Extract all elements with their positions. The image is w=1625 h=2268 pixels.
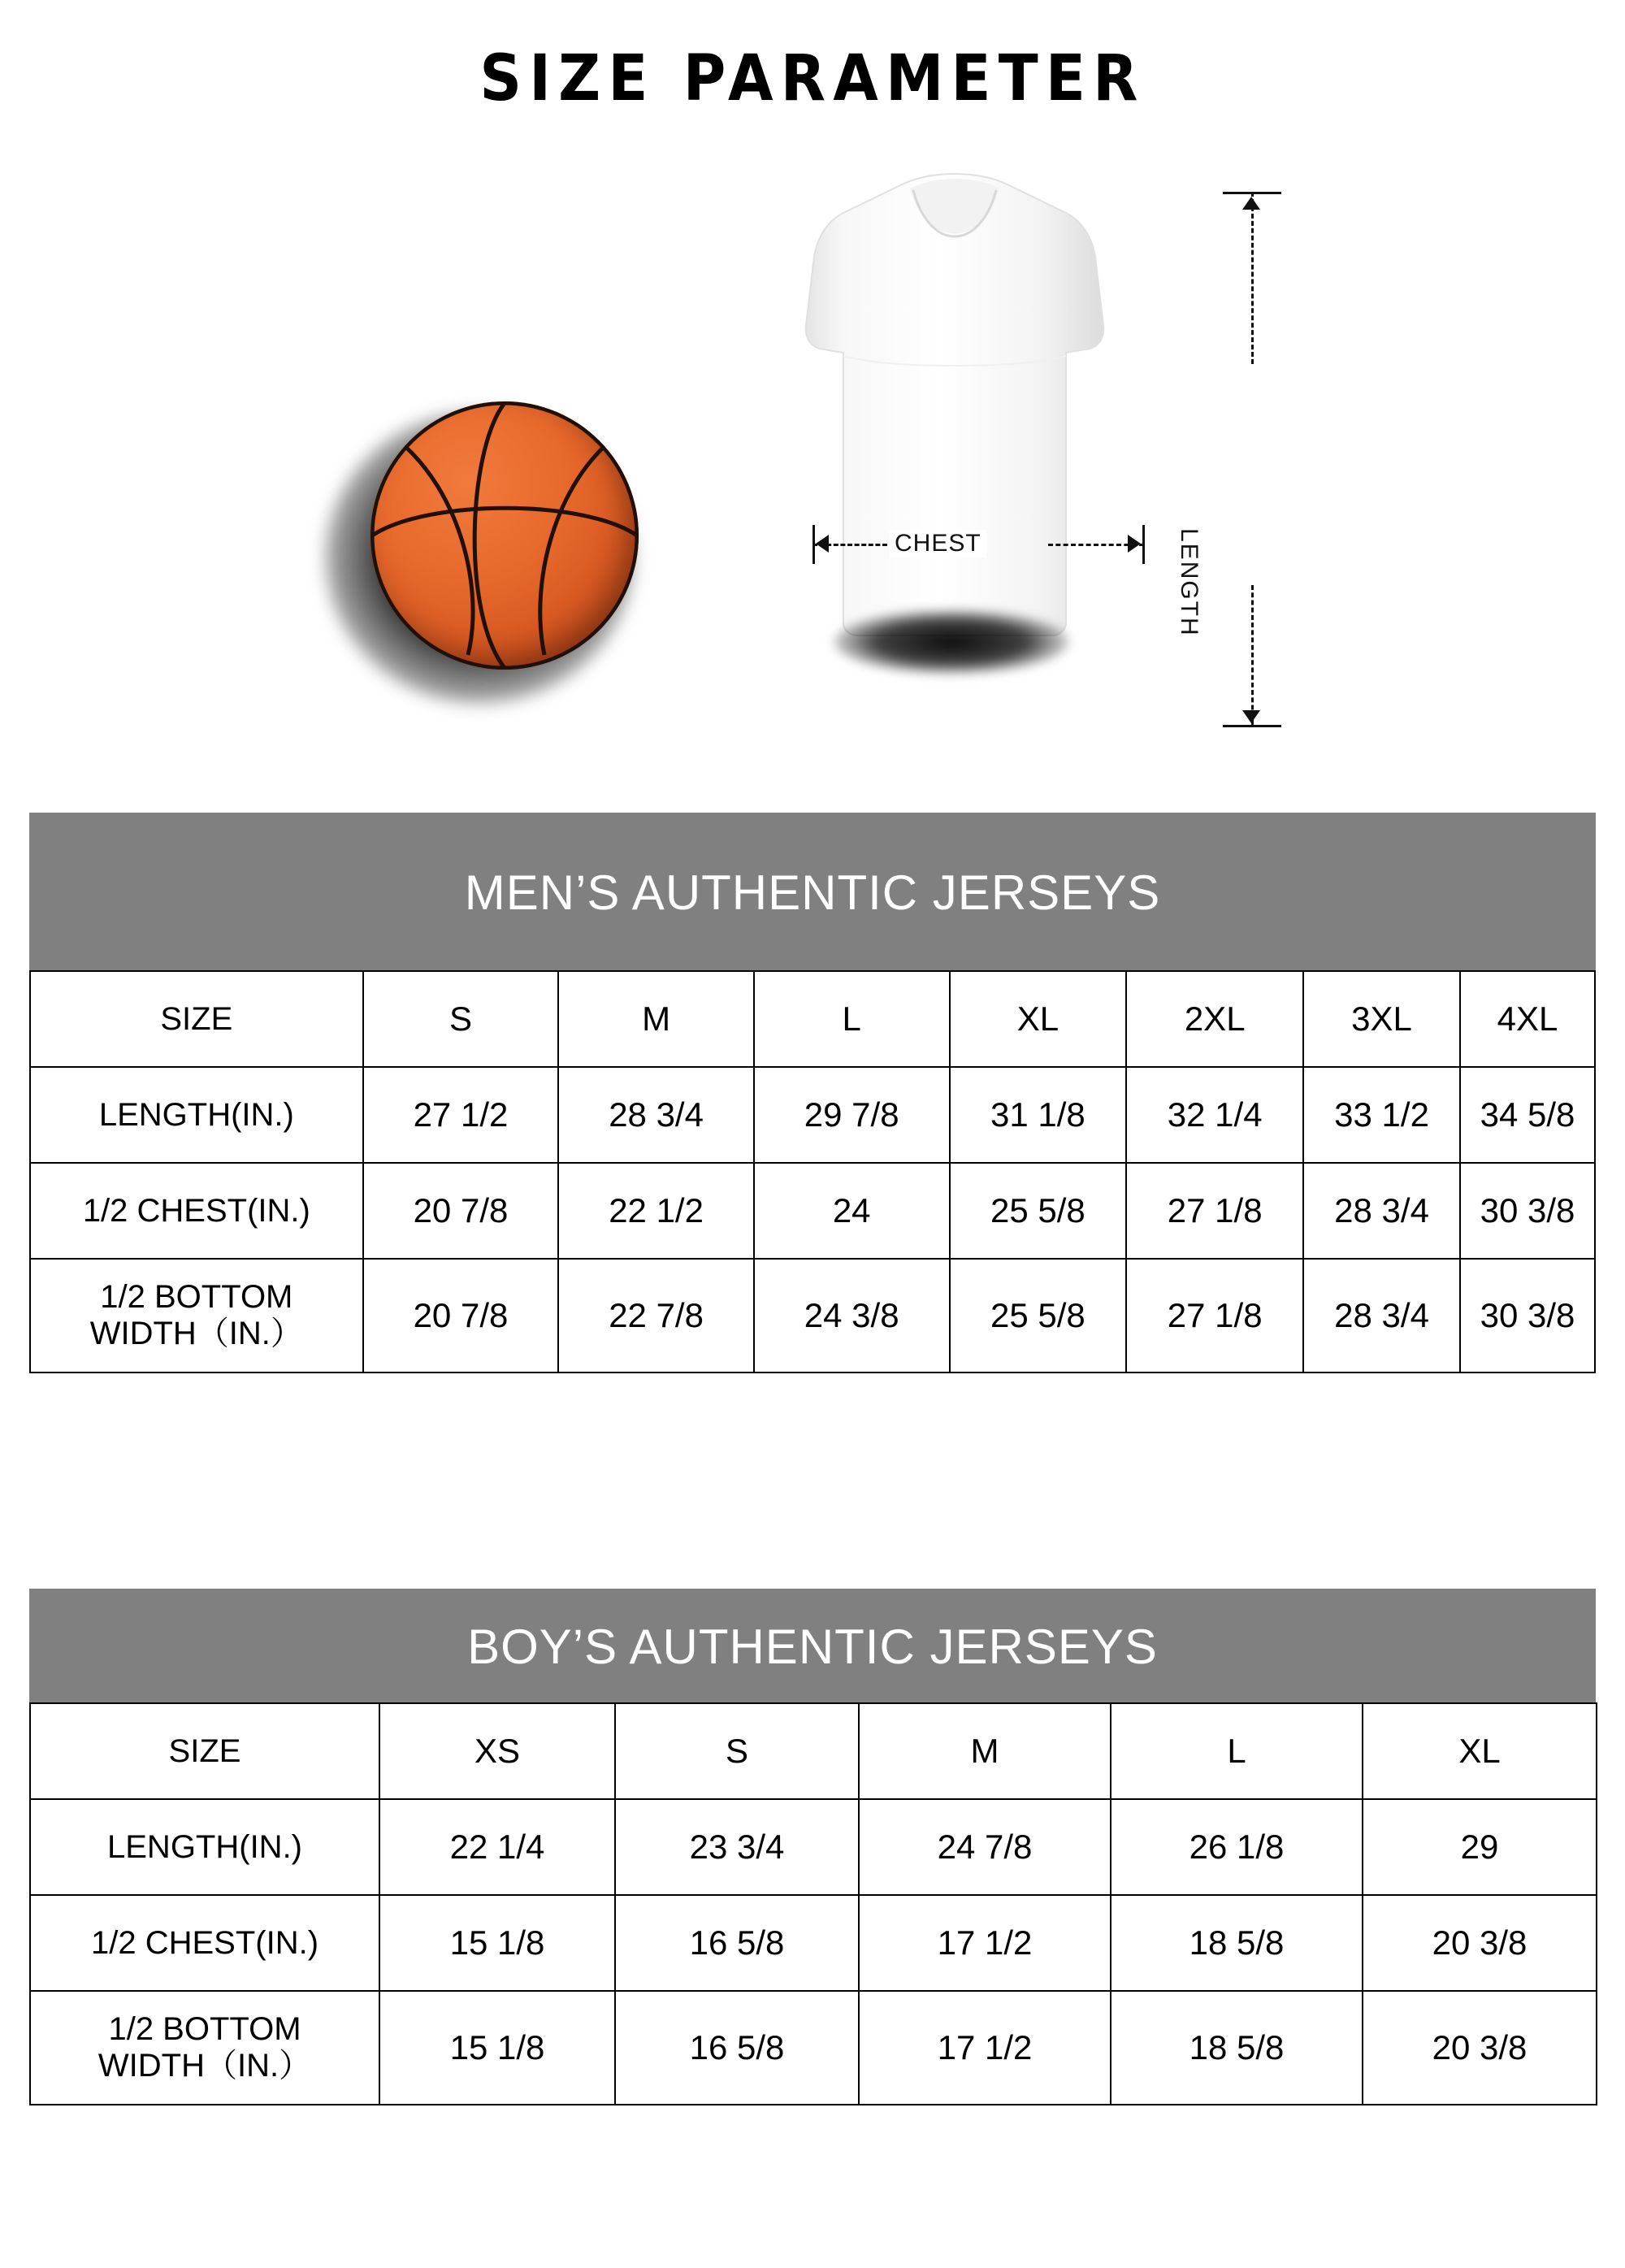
boy-row-label-bottom-line2: WIDTH（IN.）: [98, 2048, 312, 2084]
boy-col-xl: XL: [1363, 1703, 1597, 1799]
men-col-size: SIZE: [30, 971, 363, 1067]
boy-bottom-l: 18 5/8: [1111, 1991, 1363, 2105]
men-length-s: 27 1/2: [363, 1067, 559, 1163]
boy-chest-xs: 15 1/8: [379, 1895, 615, 1991]
boy-row-label-length: LENGTH(IN.): [30, 1799, 379, 1895]
table-row: [30, 1799, 1597, 1895]
length-label: LENGTH: [1176, 528, 1202, 637]
boy-row-label-chest: 1/2 CHEST(IN.): [30, 1895, 379, 1991]
jersey-shadow: [834, 609, 1069, 674]
basketball-illustration: [317, 390, 658, 731]
boys-size-table-block: [29, 1589, 1596, 2105]
men-bottom-3xl: 28 3/4: [1303, 1259, 1460, 1373]
chest-label: CHEST: [890, 530, 986, 557]
men-length-xl: 31 1/8: [950, 1067, 1127, 1163]
boy-chest-xl: 20 3/8: [1363, 1895, 1597, 1991]
men-length-m: 28 3/4: [558, 1067, 754, 1163]
table-row-header: [30, 971, 1595, 1067]
length-guide-cap-bottom: [1223, 725, 1281, 727]
men-col-4xl: 4XL: [1460, 971, 1595, 1067]
boy-bottom-xl: 20 3/8: [1363, 1991, 1597, 2105]
length-guide-line-top: [1251, 192, 1254, 364]
men-chest-l: 24: [754, 1163, 950, 1259]
table-row: [30, 1067, 1595, 1163]
men-chest-xl: 25 5/8: [950, 1163, 1127, 1259]
table-row-header: [30, 1703, 1597, 1799]
boy-chest-l: 18 5/8: [1111, 1895, 1363, 1991]
table-row: [30, 1163, 1595, 1259]
boy-col-m: M: [859, 1703, 1111, 1799]
men-length-2xl: 32 1/4: [1126, 1067, 1303, 1163]
men-chest-4xl: 30 3/8: [1460, 1163, 1595, 1259]
boy-bottom-s: 16 5/8: [615, 1991, 859, 2105]
boy-row-label-bottom-width: [30, 1991, 379, 2105]
boy-bottom-xs: 15 1/8: [379, 1991, 615, 2105]
page-title: SIZE PARAMETER: [479, 42, 1146, 115]
boy-length-s: 23 3/4: [615, 1799, 859, 1895]
table-row: [30, 1259, 1595, 1373]
men-col-xl: XL: [950, 971, 1127, 1067]
men-col-2xl: 2XL: [1126, 971, 1303, 1067]
boy-row-label-bottom-line1: 1/2 BOTTOM: [108, 2011, 301, 2048]
boy-chest-m: 17 1/2: [859, 1895, 1111, 1991]
men-row-label-bottom-width: [30, 1259, 363, 1373]
men-bottom-m: 22 7/8: [558, 1259, 754, 1373]
boy-col-xs: XS: [379, 1703, 615, 1799]
boy-length-xs: 22 1/4: [379, 1799, 615, 1895]
basketball-seams-icon: [370, 401, 639, 670]
table-row: [30, 1895, 1597, 1991]
boy-length-xl: 29: [1363, 1799, 1597, 1895]
men-chest-m: 22 1/2: [558, 1163, 754, 1259]
mens-table-header: MEN’S AUTHENTIC JERSEYS: [29, 813, 1596, 970]
men-length-l: 29 7/8: [754, 1067, 950, 1163]
boy-bottom-m: 17 1/2: [859, 1991, 1111, 2105]
boys-table-header: BOY’S AUTHENTIC JERSEYS: [29, 1589, 1596, 1702]
men-col-l: L: [754, 971, 950, 1067]
mens-size-table-block: [29, 813, 1596, 1373]
jersey-icon: [780, 171, 1129, 674]
men-row-label-chest: 1/2 CHEST(IN.): [30, 1163, 363, 1259]
men-chest-s: 20 7/8: [363, 1163, 559, 1259]
length-arrow-bottom-icon: [1242, 710, 1260, 723]
men-bottom-l: 24 3/8: [754, 1259, 950, 1373]
chest-guide-line-left: [812, 544, 887, 546]
men-row-label-bottom-line1: 1/2 BOTTOM: [100, 1279, 293, 1316]
men-row-label-bottom-line2: WIDTH（IN.）: [89, 1316, 303, 1351]
table-row: [30, 1991, 1597, 2105]
length-guide-line-bottom: [1251, 585, 1254, 725]
boy-col-l: L: [1111, 1703, 1363, 1799]
chest-arrow-right-icon: [1128, 535, 1141, 553]
men-length-4xl: 34 5/8: [1460, 1067, 1595, 1163]
basketball-icon: [370, 401, 639, 670]
men-col-s: S: [363, 971, 559, 1067]
men-col-3xl: 3XL: [1303, 971, 1460, 1067]
boy-col-size: SIZE: [30, 1703, 379, 1799]
boy-length-l: 26 1/8: [1111, 1799, 1363, 1895]
men-bottom-2xl: 27 1/8: [1126, 1259, 1303, 1373]
men-bottom-xl: 25 5/8: [950, 1259, 1127, 1373]
men-chest-3xl: 28 3/4: [1303, 1163, 1460, 1259]
boy-length-m: 24 7/8: [859, 1799, 1111, 1895]
men-length-3xl: 33 1/2: [1303, 1067, 1460, 1163]
men-bottom-4xl: 30 3/8: [1460, 1259, 1595, 1373]
boys-size-table: [29, 1702, 1597, 2105]
men-row-label-length: LENGTH(IN.): [30, 1067, 363, 1163]
men-col-m: M: [558, 971, 754, 1067]
mens-size-table: [29, 970, 1596, 1373]
boy-col-s: S: [615, 1703, 859, 1799]
men-chest-2xl: 27 1/8: [1126, 1163, 1303, 1259]
jersey-illustration: [780, 171, 1129, 739]
chest-guide-cap-right: [1142, 525, 1145, 564]
illustration-area: [0, 146, 1625, 788]
men-bottom-s: 20 7/8: [363, 1259, 559, 1373]
boy-chest-s: 16 5/8: [615, 1895, 859, 1991]
